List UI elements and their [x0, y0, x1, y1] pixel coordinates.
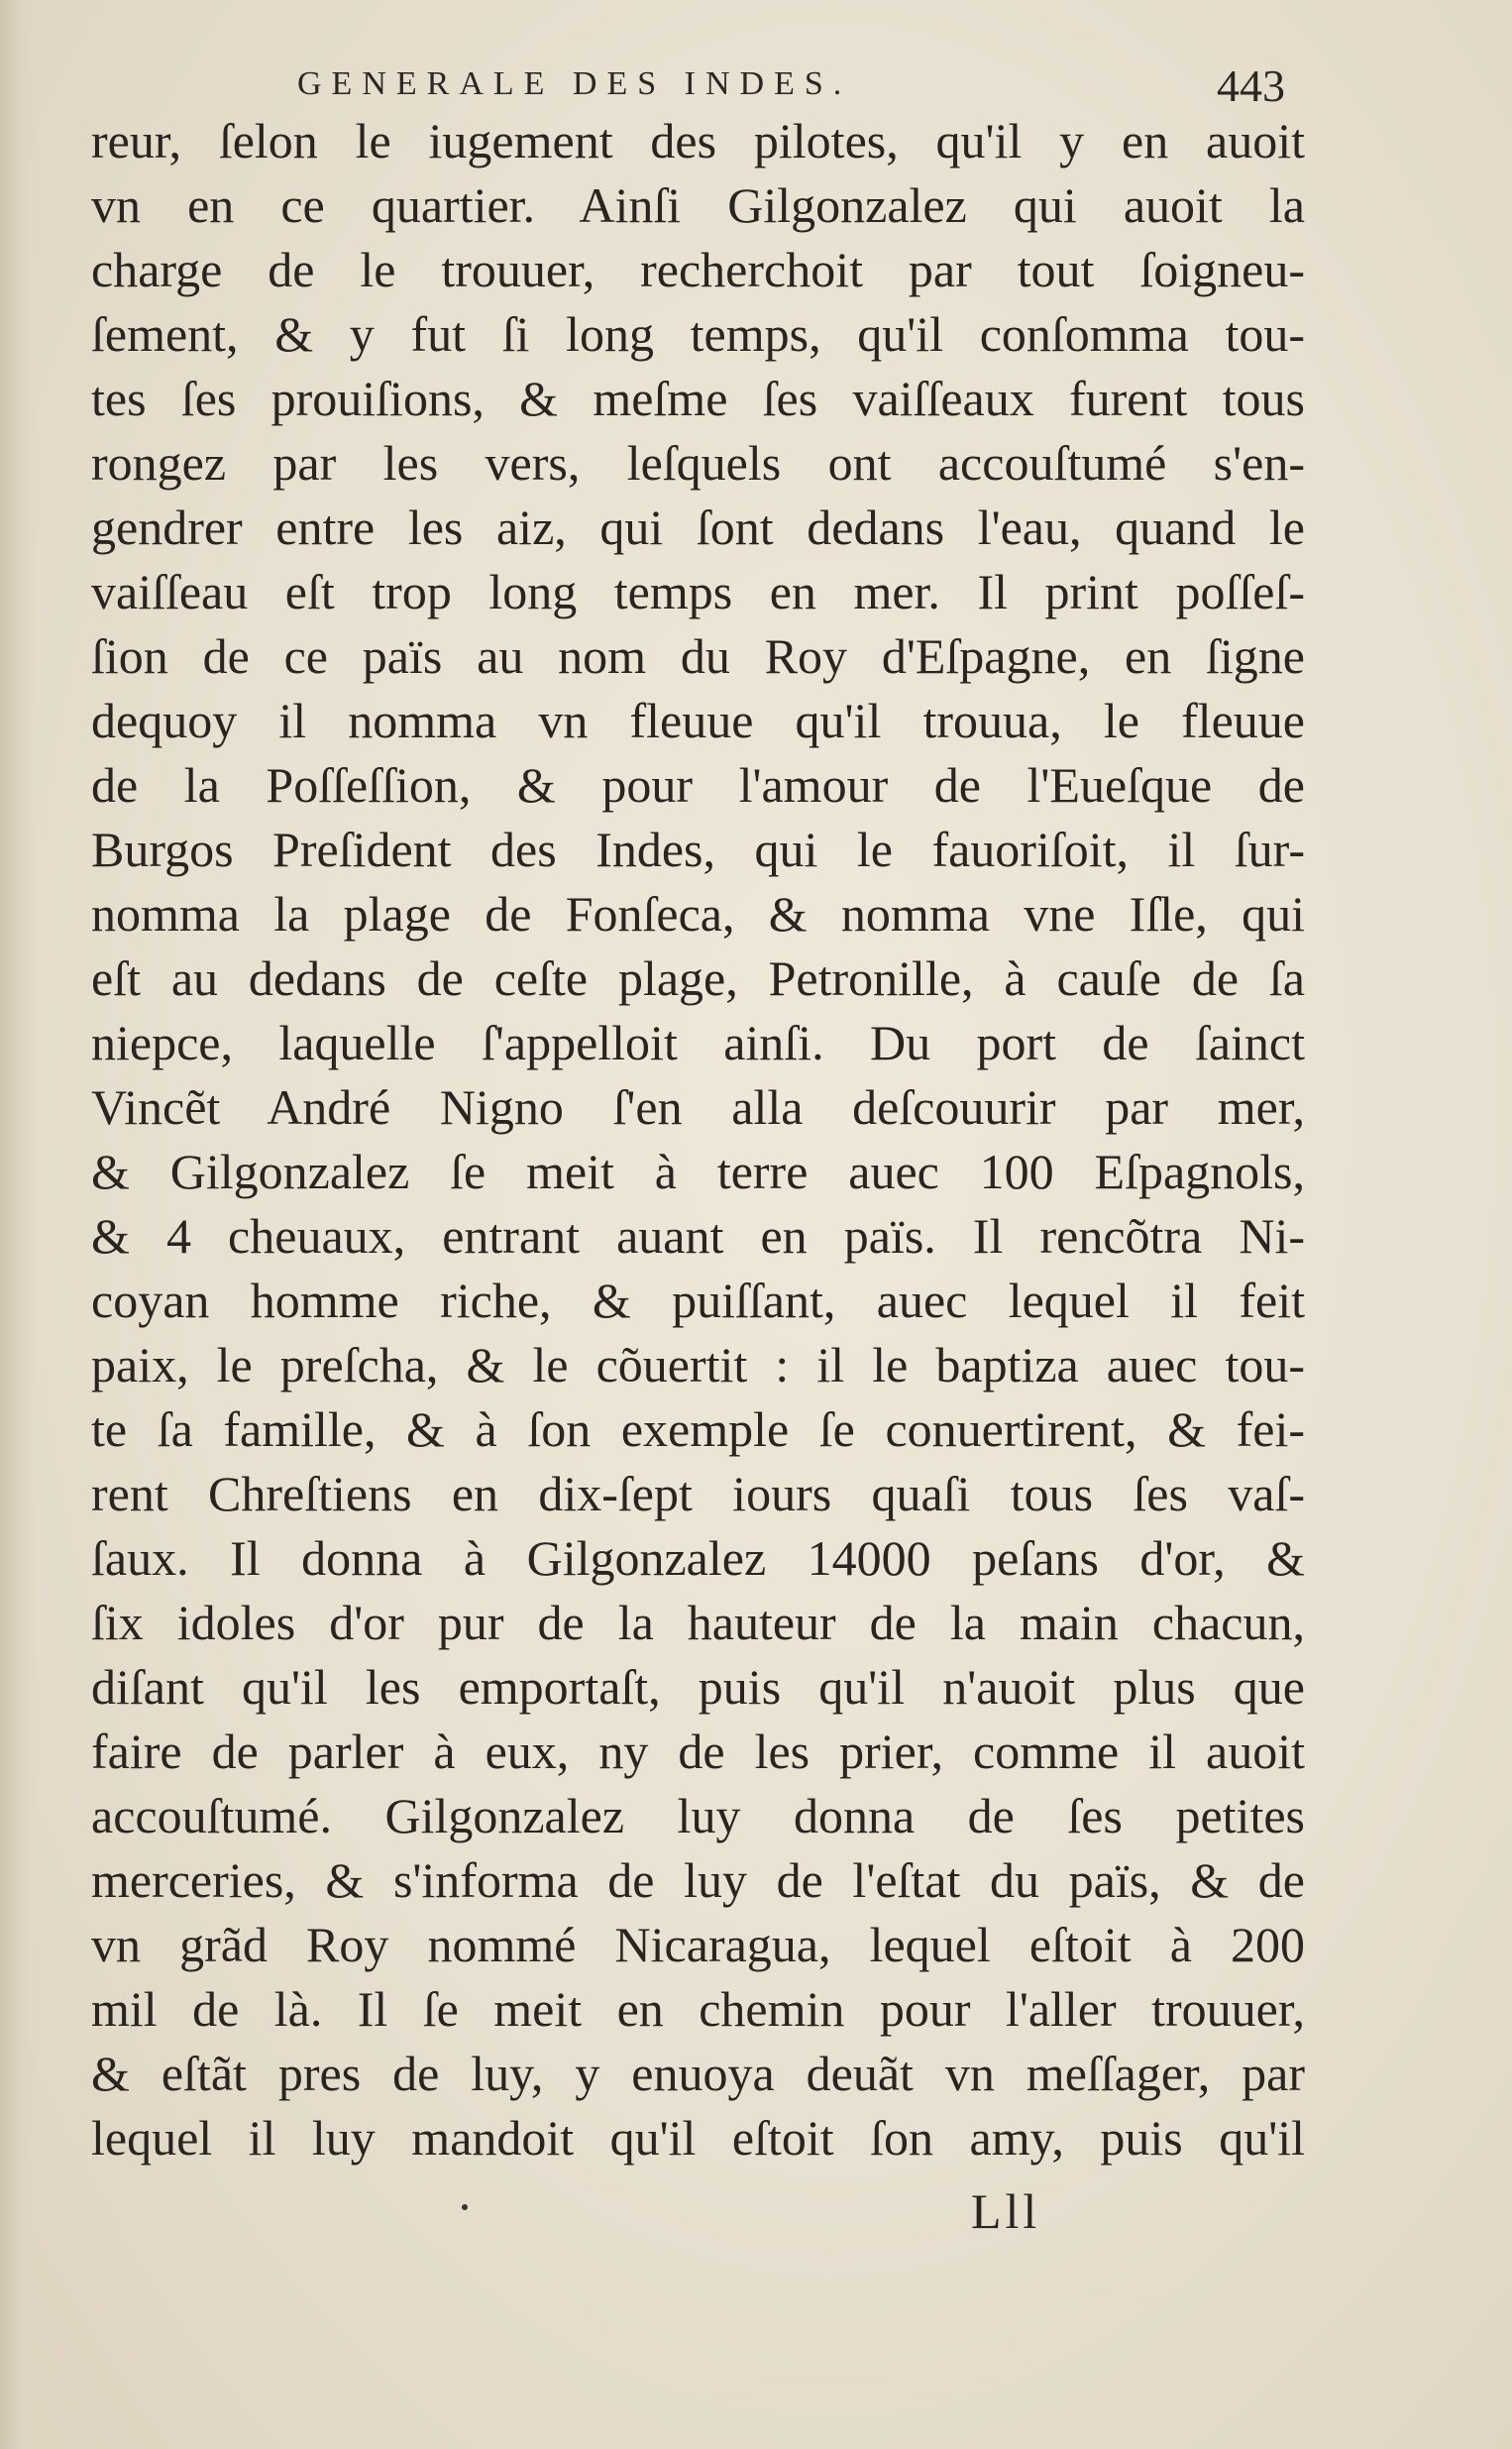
text-line: merceries, & s'informa de luy de l'eſtat du païs, & de [91, 1852, 1305, 1908]
text-line: gendrer entre les aiz, qui ſont dedans l'eau, quand le [91, 500, 1305, 555]
text-line: mil de là. Il ſe meit en chemin pour l'aller trouuer, [91, 1981, 1305, 2037]
binding-gutter [0, 0, 36, 2449]
text-line: ſix idoles d'or pur de la hauteur de la main chacun, [91, 1595, 1305, 1650]
text-line: & 4 cheuaux, entrant auant en païs. Il rencõtra Ni- [91, 1208, 1305, 1264]
page-number: 443 [1217, 60, 1285, 111]
text-line: vn en ce quartier. Ainſi Gilgonzalez qui auoit la [91, 177, 1305, 233]
text-line: niepce, laquelle ſ'appelloit ainſi. Du port de ſainct [91, 1015, 1305, 1070]
text-line: accouſtumé. Gilgonzalez luy donna de ſes petites [91, 1788, 1305, 1843]
text-line: & eſtãt pres de luy, y enuoya deuãt vn meſſager, par [91, 2046, 1305, 2101]
text-line: & Gilgonzalez ſe meit à terre auec 100 Eſpagnols, [91, 1144, 1305, 1199]
text-line: lequel il luy mandoit qu'il eſtoit ſon amy, puis qu'il [91, 2110, 1305, 2166]
ink-dot [462, 2204, 468, 2210]
text-line: te ſa famille, & à ſon exemple ſe conuertirent, & fei- [91, 1401, 1305, 1457]
text-line: Vincẽt André Nigno ſ'en alla deſcouurir par mer, [91, 1079, 1305, 1135]
text-line: tes ſes prouiſions, & meſme ſes vaiſſeaux furent tous [91, 371, 1305, 426]
text-line: coyan homme riche, & puiſſant, auec lequel il feit [91, 1273, 1305, 1328]
text-line: dequoy il nomma vn fleuue qu'il trouua, le fleuue [91, 693, 1305, 748]
text-line: faire de parler à eux, ny de les prier, comme il auoit [91, 1724, 1305, 1779]
text-line: reur, ſelon le iugement des pilotes, qu'il y en auoit [91, 113, 1305, 168]
signature-mark: Lll [971, 2183, 1041, 2239]
text-line: paix, le preſcha, & le cõuertit : il le baptiza auec tou- [91, 1337, 1305, 1392]
running-head: GENERALE DES INDES. [297, 65, 852, 102]
body-text [91, 109, 1305, 2171]
text-line: vaiſſeau eſt trop long temps en mer. Il print poſſeſ- [91, 564, 1305, 619]
text-line: Burgos Preſident des Indes, qui le fauoriſoit, il ſur- [91, 822, 1305, 877]
text-line: nomma la plage de Fonſeca, & nomma vne Iſle, qui [91, 886, 1305, 942]
text-line: rongez par les vers, leſquels ont accouſtumé s'en- [91, 435, 1305, 491]
text-line: rent Chreſtiens en dix-ſept iours quaſi tous ſes vaſ- [91, 1466, 1305, 1521]
text-line: ſaux. Il donna à Gilgonzalez 14000 peſans d'or, & [91, 1530, 1305, 1586]
text-line: vn grãd Roy nommé Nicaragua, lequel eſtoit à 200 [91, 1917, 1305, 1972]
text-line: diſant qu'il les emportaſt, puis qu'il n'auoit plus que [91, 1659, 1305, 1715]
text-line: charge de le trouuer, recherchoit par tout ſoigneu- [91, 242, 1305, 297]
text-line: de la Poſſeſſion, & pour l'amour de l'Eueſque de [91, 757, 1305, 813]
text-line: eſt au dedans de ceſte plage, Petronille, à cauſe de ſa [91, 950, 1305, 1006]
text-line: ſement, & y fut ſi long temps, qu'il conſomma tou- [91, 306, 1305, 362]
text-line: ſion de ce païs au nom du Roy d'Eſpagne, en ſigne [91, 628, 1305, 684]
